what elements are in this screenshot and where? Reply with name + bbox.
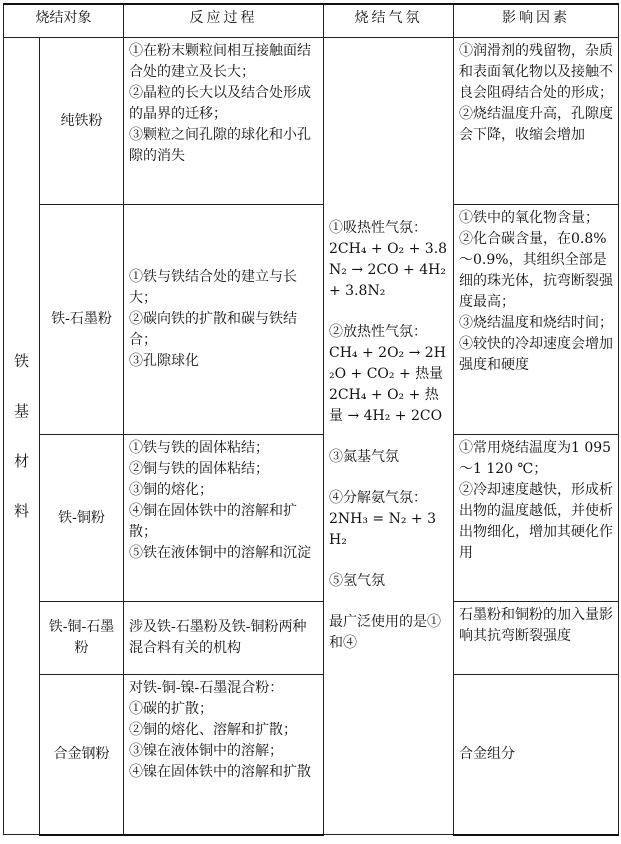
- material-cell: 合金钢粉: [40, 675, 124, 835]
- process-cell: ①铁与铁结合处的建立与长大； ②碳向铁的扩散和碳与铁结合； ③孔隙球化: [124, 205, 324, 435]
- table-row: [4, 38, 619, 205]
- material-cell: 铁-石墨粉: [40, 205, 124, 435]
- factors-cell: ①铁中的氧化物含量； ②化合碳含量，在0.8%～0.9%，其组织全部是细的珠光体，抗弯断裂强度最高； ③烧结温度和烧结时间； ④较快的冷却速度会增加强度和硬度: [454, 205, 619, 435]
- header-atmosphere: 烧结气氛: [324, 4, 454, 38]
- header-process: 反应过程: [124, 4, 324, 38]
- table-row: [4, 602, 619, 675]
- process-cell: ①在粉末颗粒间相互接触面结合处的建立及长大； ②晶粒的长大以及结合处形成的晶界的迁移； ③颗粒之间孔隙的球化和小孔隙的消失: [124, 38, 324, 205]
- material-cell: 铁-铜粉: [40, 435, 124, 602]
- group-label: 铁 基 材 料: [4, 38, 40, 835]
- header-factors: 影响因素: [454, 4, 619, 38]
- table-row: [4, 435, 619, 602]
- process-cell: ①铁与铁的固体粘结； ②铜与铁的固体粘结； ③铜的熔化； ④铜在固体铁中的溶解和扩散； ⑤铁在液体铜中的溶解和沉淀: [124, 435, 324, 602]
- sintering-table: [3, 3, 619, 836]
- atmosphere-cell: ①吸热性气氛： 2CH₄ + O₂ + 3.8N₂ → 2CO + 4H₂ + 3.8N₂ ②放热性气氛： CH₄ + 2O₂ → 2H₂O + CO₂ + 热量 2CH₄ + O₂ + 热量 → 4H₂ + 2CO ③氮基气氛 ④分解氨气氛： 2NH₃ = N₂ + 3H₂ ⑤氢气氛 最广泛使用的是①和④: [324, 38, 454, 835]
- factors-cell: 石墨粉和铜粉的加入量影响其抗弯断裂强度: [454, 602, 619, 675]
- material-cell: 纯铁粉: [40, 38, 124, 205]
- factors-cell: 合金组分: [454, 675, 619, 835]
- factors-cell: ①润滑剂的残留物，杂质和表面氧化物以及接触不良会阻碍结合处的形成； ②烧结温度升高，孔隙度会下降，收缩会增加: [454, 38, 619, 205]
- process-cell: 涉及铁-石墨粉及铁-铜粉两种混合料有关的机构: [124, 602, 324, 675]
- table-row: [4, 675, 619, 835]
- material-cell: 铁-铜-石墨粉: [40, 602, 124, 675]
- header-object: 烧结对象: [4, 4, 124, 38]
- process-cell: 对铁-铜-镍-石墨混合粉： ①碳的扩散； ②铜的熔化、溶解和扩散； ③镍在液体铜中的溶解； ④镍在固体铁中的溶解和扩散: [124, 675, 324, 835]
- factors-cell: ①常用烧结温度为1 095～1 120 ℃； ②冷却速度越快，形成析出物的温度越低，并使析出物细化，增加其硬化作用: [454, 435, 619, 602]
- header-row: [4, 4, 619, 38]
- table-row: [4, 205, 619, 435]
